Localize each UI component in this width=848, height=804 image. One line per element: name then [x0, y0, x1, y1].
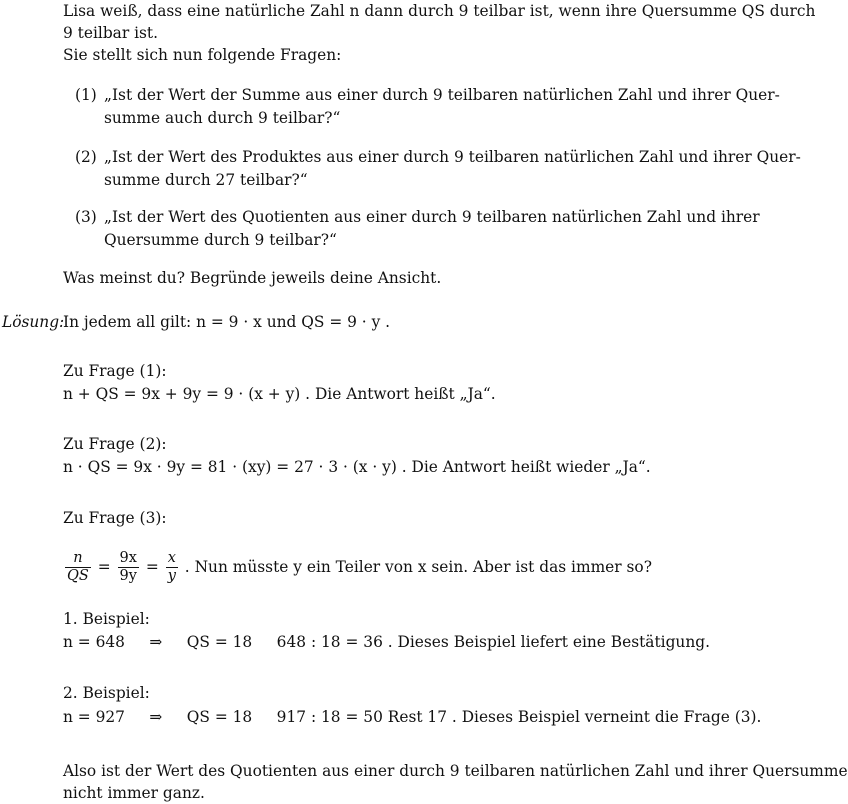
- conclusion-line-1: Also ist der Wert des Quotienten aus einer durch 9 teilbaren natürlichen Zahl und ihrer Quersumme: [63, 762, 848, 780]
- intro-line-2: 9 teilbar ist.: [63, 24, 158, 42]
- intro-line-1: Lisa weiß, dass eine natürliche Zahl n dann durch 9 teilbar ist, wenn ihre Quersumme QS durch: [63, 2, 816, 20]
- question-number: (3): [75, 208, 97, 226]
- example-1-heading: 1. Beispiel:: [63, 610, 150, 628]
- solution-intro: In jedem all gilt: n = 9 · x und QS = 9 · y .: [63, 313, 391, 331]
- question-text-line-1: „Ist der Wert der Summe aus einer durch 9 teilbaren natürlichen Zahl und ihrer Quer-: [104, 86, 780, 104]
- question-text-line-2: Quersumme durch 9 teilbar?“: [104, 231, 337, 249]
- q1-equation: n + QS = 9x + 9y = 9 · (x + y) . Die Antwort heißt „Ja“.: [63, 385, 496, 403]
- fraction-x-over-y: $\frac{x}{y}$: [167, 550, 176, 584]
- fraction-9x-over-9y: $\frac{9x}{9y}$: [119, 550, 137, 584]
- intro-line-3: Sie stellt sich nun folgende Fragen:: [63, 46, 342, 64]
- question-text-line-1: „Ist der Wert des Produktes aus einer durch 9 teilbaren natürlichen Zahl und ihrer Quer-: [104, 148, 801, 166]
- example-1-line: n = 648 ⇒ QS = 18 648 : 18 = 36 . Dieses Beispiel liefert eine Bestätigung.: [63, 633, 710, 651]
- q2-equation: n · QS = 9x · 9y = 81 · (xy) = 27 · 3 · (x · y) . Die Antwort heißt wieder „Ja“.: [63, 458, 651, 476]
- example-2-heading: 2. Beispiel:: [63, 684, 150, 702]
- question-text-line-1: „Ist der Wert des Quotienten aus einer durch 9 teilbaren natürlichen Zahl und ihrer: [104, 208, 760, 226]
- question-text-line-2: summe durch 27 teilbar?“: [104, 171, 308, 189]
- q3-text: . Nun müsste y ein Teiler von x sein. Aber ist das immer so?: [184, 558, 652, 576]
- fraction-n-over-qs: $\frac{n}{QS}$: [67, 550, 89, 584]
- question-number: (1): [75, 86, 97, 104]
- q1-heading: Zu Frage (1):: [63, 362, 167, 380]
- q3-fraction-equation: $\frac{n}{QS}$ = $\frac{9x}{9y}$ = $\frac{x}{y}$ . Nun müsste y ein Teiler von x sein. Aber ist das immer so?: [67, 550, 652, 584]
- prompt-text: Was meinst du? Begründe jeweils deine Ansicht.: [63, 269, 442, 287]
- example-2-line: n = 927 ⇒ QS = 18 917 : 18 = 50 Rest 17 . Dieses Beispiel verneint die Frage (3).: [63, 708, 762, 726]
- q2-heading: Zu Frage (2):: [63, 435, 167, 453]
- q3-heading: Zu Frage (3):: [63, 509, 167, 527]
- solution-label: Lösung:: [2, 313, 65, 331]
- question-number: (2): [75, 148, 97, 166]
- question-text-line-2: summe auch durch 9 teilbar?“: [104, 109, 341, 127]
- conclusion-line-2: nicht immer ganz.: [63, 784, 205, 802]
